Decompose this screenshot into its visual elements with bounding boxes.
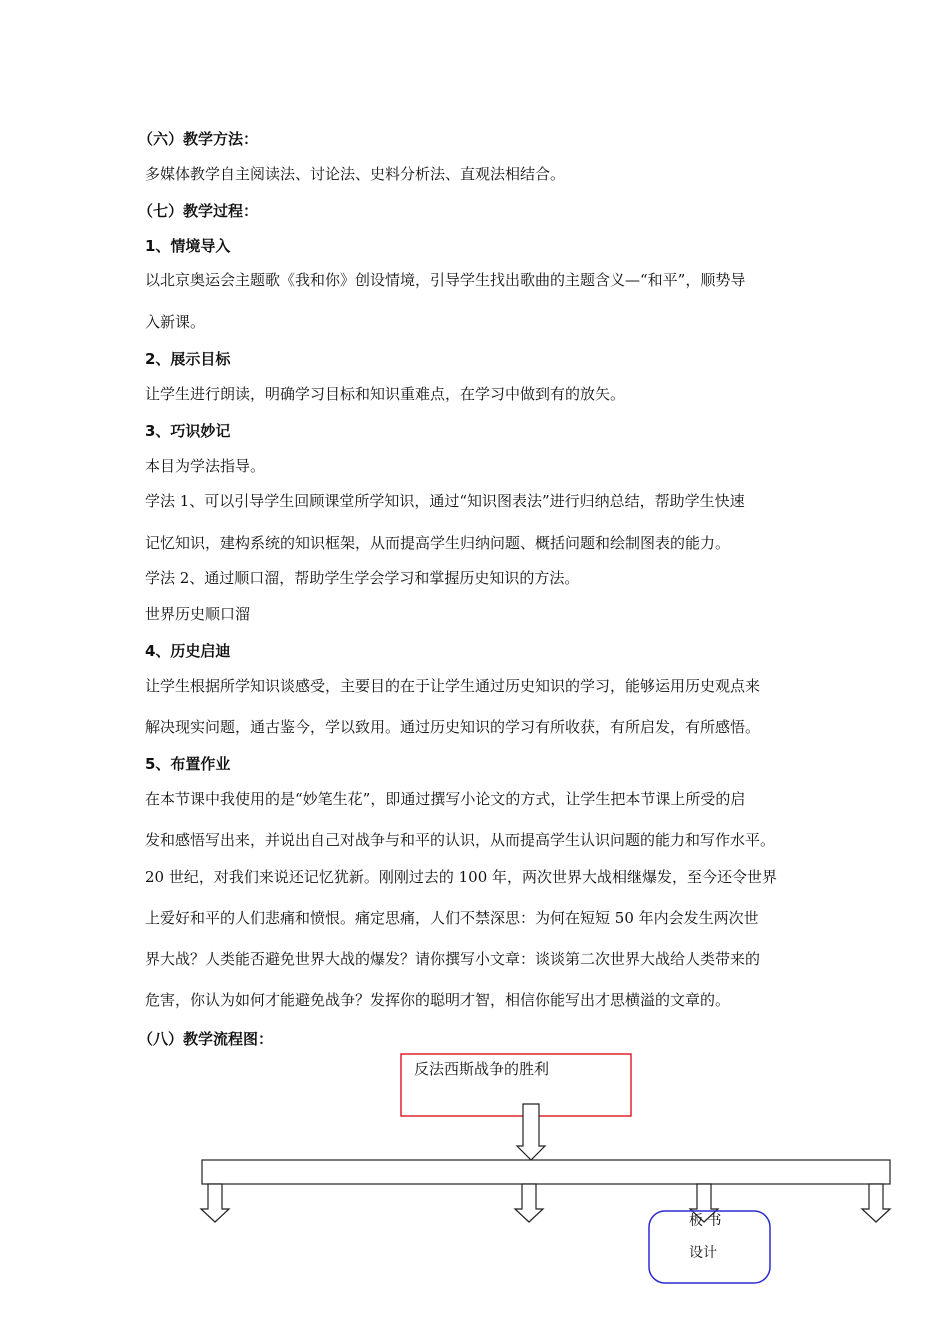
- step1-text-1: 以北京奥运会主题歌《我和你》创设情境，引导学生找出歌曲的主题含义—“和平”，顺势导: [145, 271, 746, 289]
- step3-text-1: 本目为学法指导。: [145, 457, 266, 475]
- step5-text-5: 界大战？人类能否避免世界大战的爆发？请你撰写小文章：谈谈第二次世界大战给人类带来的: [145, 950, 761, 968]
- step2-heading: 2、展示目标: [145, 350, 231, 368]
- branch-arrow-1: [201, 1184, 229, 1222]
- method-text: 多媒体教学自主阅读法、讨论法、史料分析法、直观法相结合。: [145, 165, 566, 183]
- step5-heading: 5、布置作业: [145, 755, 231, 773]
- process-heading: （七）教学过程：: [138, 202, 259, 220]
- main-down-arrow: [517, 1104, 545, 1160]
- step5-text-2: 发和感悟写出来，并说出自己对战争与和平的认识，从而提高学生认识问题的能力和写作水平。: [145, 831, 776, 849]
- step2-text: 让学生进行朗读，明确学习目标和知识重难点，在学习中做到有的放矢。: [145, 385, 626, 403]
- side-box-label-2: 设计: [689, 1245, 717, 1261]
- step3-text-2: 学法 1、可以引导学生回顾课堂所学知识，通过“知识图表法”进行归纳总结，帮助学生快速: [145, 492, 745, 510]
- step5-text-4: 上爱好和平的人们悲痛和愤恨。痛定思痛，人们不禁深思：为何在短短 50 年内会发生两次世: [145, 909, 759, 927]
- step4-text-1: 让学生根据所学知识谈感受，主要目的在于让学生通过历史知识的学习，能够运用历史观点来: [145, 677, 761, 695]
- step3-heading: 3、巧识妙记: [145, 422, 231, 440]
- step3-text-3: 记忆知识，建构系统的知识框架，从而提高学生归纳问题、概括问题和绘制图表的能力。: [145, 534, 731, 552]
- step5-text-1: 在本节课中我使用的是“妙笔生花”，即通过撰写小论文的方式，让学生把本节课上所受的启: [145, 790, 746, 808]
- side-box-label-1: 板 书: [689, 1213, 722, 1229]
- top-box-label: 反法西斯战争的胜利: [414, 1060, 550, 1078]
- step4-text-2: 解决现实问题，通古鉴今，学以致用。通过历史知识的学习有所收获，有所启发，有所感悟。: [145, 718, 761, 736]
- step1-heading: 1、情境导入: [145, 237, 231, 255]
- horizontal-bar: [202, 1160, 890, 1184]
- step3-text-4: 学法 2、通过顺口溜，帮助学生学会学习和掌握历史知识的方法。: [145, 569, 580, 587]
- flow-heading: （八）教学流程图：: [138, 1030, 274, 1048]
- step1-text-2: 入新课。: [145, 313, 206, 331]
- step5-text-3: 20 世纪，对我们来说还记忆犹新。刚刚过去的 100 年，两次世界大战相继爆发，至今还令世界: [145, 868, 778, 886]
- step5-text-6: 危害，你认为如何才能避免战争？发挥你的聪明才智，相信你能写出才思横溢的文章的。: [145, 991, 731, 1009]
- branch-arrow-2: [515, 1184, 543, 1222]
- step3-text-5: 世界历史顺口溜: [145, 605, 251, 623]
- method-heading: （六）教学方法：: [138, 130, 259, 148]
- branch-arrow-4: [862, 1184, 890, 1222]
- step4-heading: 4、历史启迪: [145, 642, 231, 660]
